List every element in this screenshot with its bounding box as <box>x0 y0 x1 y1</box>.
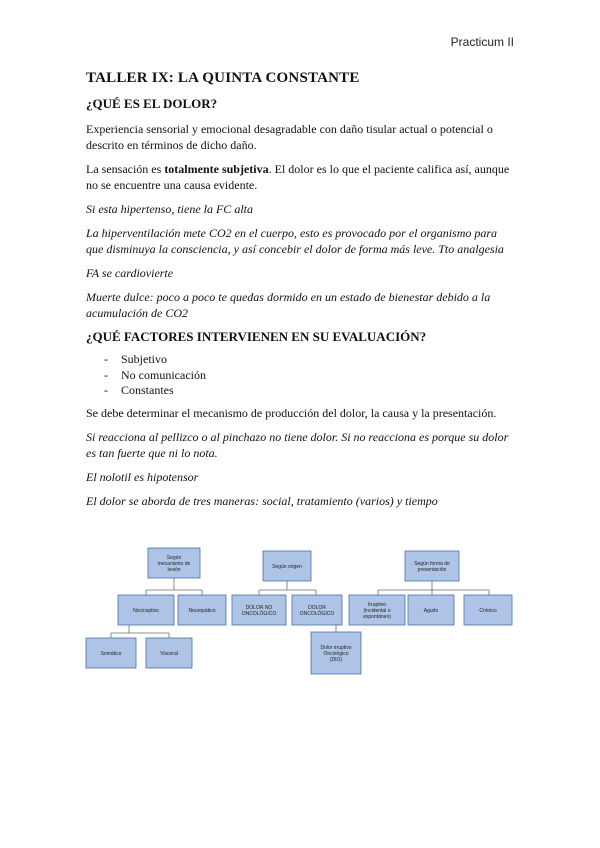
tree1-node-nociceptive <box>118 595 174 625</box>
tree3-node-chronic-label: Crónico <box>479 607 497 614</box>
note-sweet-death: Muerte dulce: poco a poco te quedas dormido en un estado de bienestar debido a la acumulación de CO2 <box>86 290 491 320</box>
subjectivity-paragraph <box>86 161 516 193</box>
tree3-root-node <box>405 551 459 581</box>
tree1-root-node-label: Según <box>166 554 182 561</box>
page-title: TALLER IX: LA QUINTA CONSTANTE <box>86 70 360 86</box>
note-nolotil: El nolotil es hipotensor <box>86 469 199 484</box>
tree3-node-irruptive-label: Irruptivo <box>367 601 387 608</box>
note-hypertension: Si esta hipertenso, tiene la FC alta <box>86 202 253 216</box>
tree2-root-node-label: Según origen <box>272 563 302 570</box>
tree1-node-somatic-label: Somático <box>100 650 122 657</box>
tree1-root-node-label: lesión <box>167 566 181 573</box>
mechanism-paragraph: Se debe determinar el mecanismo de producción del dolor, la causa y la presentación. <box>86 405 497 420</box>
note-fa: FA se cardiovierte <box>86 266 174 280</box>
list-item: - Constantes <box>104 383 516 399</box>
tree2-node-oncologic-label: ONCOLÓGICO <box>299 610 335 617</box>
tree2-node-dio <box>311 632 361 674</box>
tree2-root-node <box>263 551 311 581</box>
tree2-node-non-oncologic-label: ONCOLÓGICO <box>241 610 277 617</box>
tree2-node-oncologic <box>292 595 342 625</box>
note-hyperventilation: La hiperventilación mete CO2 en el cuerpo, esto es provocado por el organismo para que disminuya la consciencia, y así concebir el dolor de forma más leve. Tto analgesia <box>86 226 504 256</box>
tree3-root-node-label: Según forma de <box>414 560 450 567</box>
tree1-node-visceral-label: Visceral <box>160 650 178 657</box>
subjectivity-emphasis: totalmente subjetiva <box>164 162 269 176</box>
page-content <box>86 70 516 517</box>
section-heading-pain: ¿QUÉ ES EL DOLOR? <box>86 96 218 111</box>
tree1-root-node-label: mecanismo de <box>157 560 191 567</box>
tree2-node-dio-label: (DIO) <box>329 656 343 663</box>
note-pinch-reaction: Si reacciona al pellizco o al pinchazo no tiene dolor. Si no reacciona es porque su dolor es tan fuerte que ni lo nota. <box>86 429 509 460</box>
tree1-node-nociceptive-label: Nociceptivo <box>133 607 159 614</box>
list-item: - No comunicación <box>104 368 516 384</box>
subjectivity-text-start: La sensación es <box>86 162 165 176</box>
note-three-approaches: El dolor se aborda de tres maneras: social, tratamiento (varios) y tiempo <box>86 493 438 508</box>
pain-classification-diagrams <box>84 545 516 677</box>
tree2-node-dio-label: Dolor irruptivo <box>320 644 352 651</box>
tree1-node-visceral <box>146 638 192 668</box>
running-header: Practicum II <box>450 35 514 49</box>
tree2-node-non-oncologic <box>232 595 286 625</box>
tree3-node-irruptive-label: espontáneo) <box>363 613 391 620</box>
tree1-node-neuropathic <box>178 595 226 625</box>
tree3-node-acute-label: Agudo <box>423 607 439 614</box>
pain-definition: Experiencia sensorial y emocional desagradable con daño tisular actual o potencial o descrito en términos de dicho daño. <box>86 122 493 152</box>
tree3-root-node-label: presentación <box>417 566 447 573</box>
tree2-node-dio-label: Oncológico <box>323 650 349 657</box>
tree3-node-chronic <box>464 595 512 625</box>
tree1-root-node <box>148 548 200 578</box>
tree3-node-acute <box>408 595 454 625</box>
tree3-node-irruptive-label: (incidental o <box>363 607 391 614</box>
subjectivity-text-end: . El dolor es lo que el paciente califica así, aunque no se encuentre una causa evidente. <box>86 162 510 192</box>
list-item: - Subjetivo <box>104 352 516 368</box>
tree1-node-somatic <box>86 638 136 668</box>
section-heading-factors: ¿QUÉ FACTORES INTERVIENEN EN SU EVALUACIÓN? <box>86 329 427 344</box>
factors-list <box>86 352 516 399</box>
tree2-node-oncologic-label: DOLOR <box>308 604 326 611</box>
diagrams-svg <box>84 545 516 677</box>
tree2-node-non-oncologic-label: DOLOR NO <box>245 604 273 611</box>
tree1-node-neuropathic-label: Neuropático <box>188 607 216 614</box>
tree3-node-irruptive <box>349 595 405 625</box>
